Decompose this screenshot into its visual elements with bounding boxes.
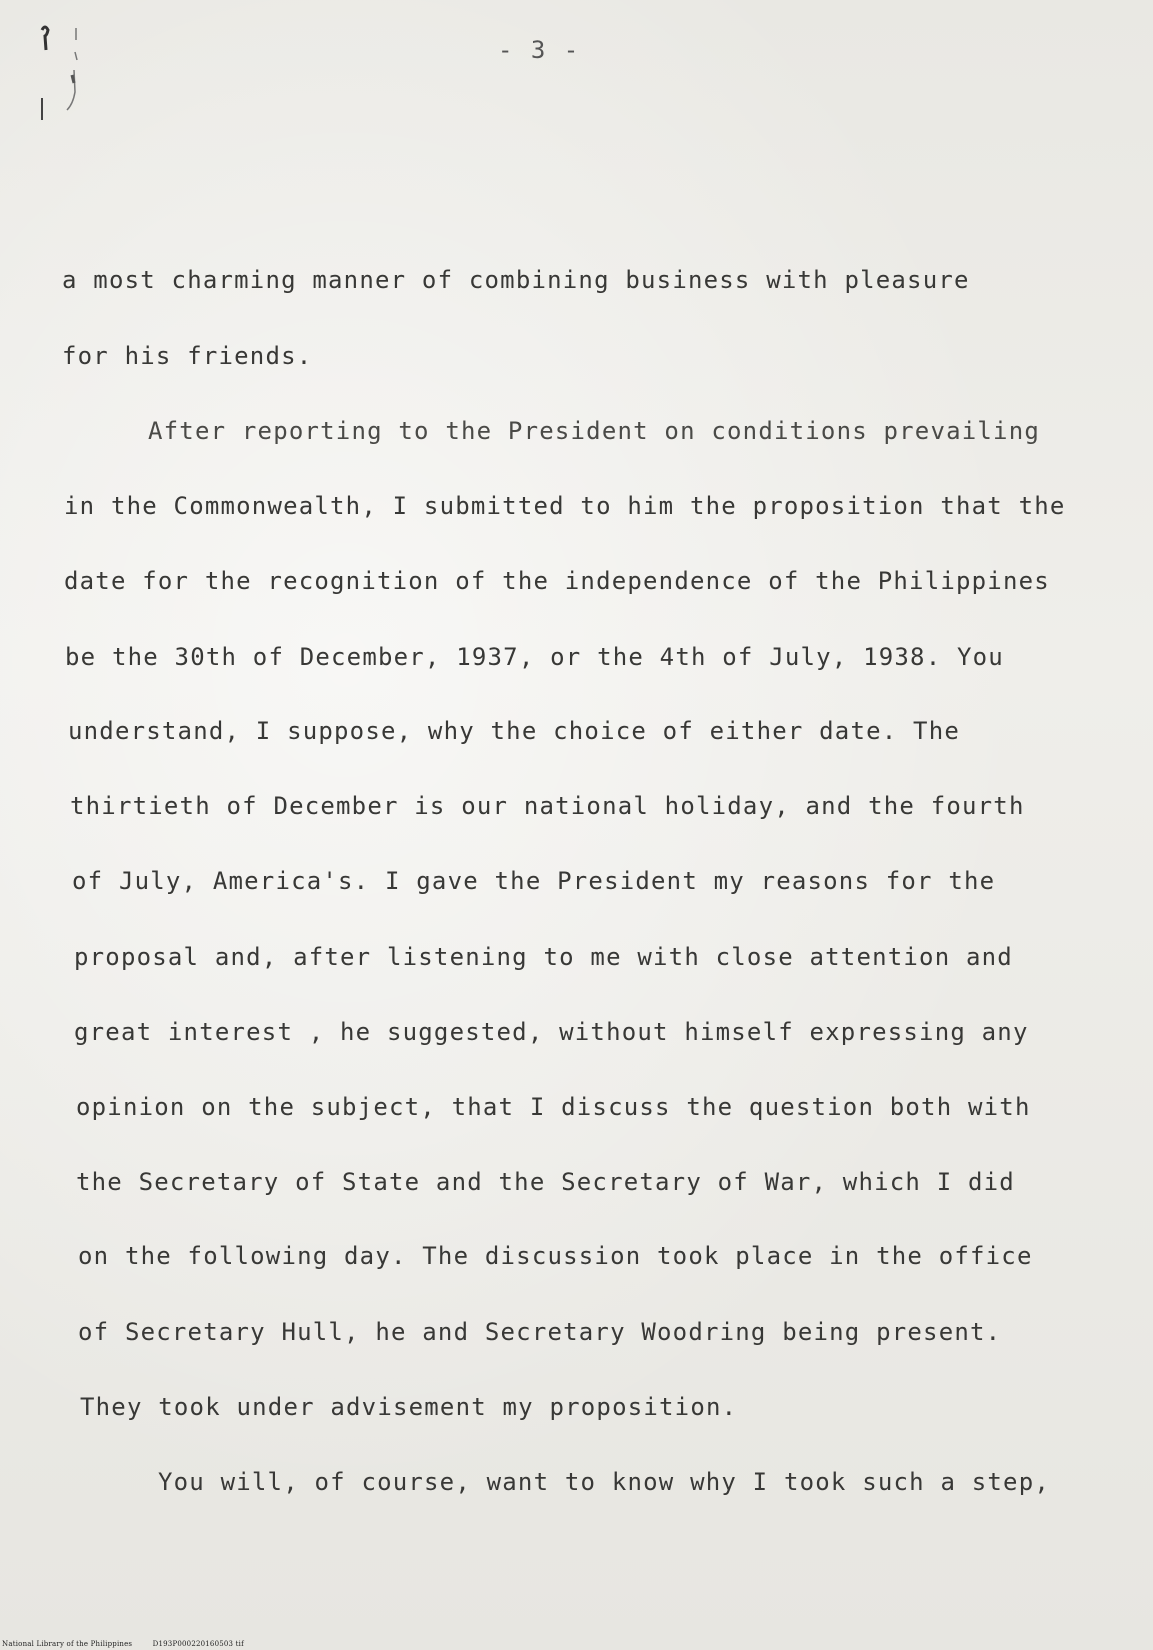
- archive-footer: [2, 1640, 262, 1648]
- text-line: the Secretary of State and the Secretary of War, which I did: [76, 1168, 1015, 1196]
- text-line: great interest , he suggested, without himself expressing any: [74, 1018, 1029, 1046]
- text-line: on the following day. The discussion took place in the office: [78, 1242, 1033, 1270]
- text-line: for his friends.: [62, 342, 313, 370]
- text-line: in the Commonwealth, I submitted to him the proposition that the: [64, 492, 1066, 520]
- text-line: thirtieth of December is our national holiday, and the fourth: [70, 792, 1025, 820]
- text-line: opinion on the subject, that I discuss the question both with: [76, 1093, 1031, 1121]
- text-line: a most charming manner of combining business with pleasure: [62, 266, 970, 294]
- text-line: After reporting to the President on conditions prevailing: [148, 417, 1041, 445]
- text-line: of July, America's. I gave the President my reasons for the: [72, 867, 996, 895]
- text-line: proposal and, after listening to me with close attention and: [74, 943, 1013, 971]
- text-line: You will, of course, want to know why I took such a step,: [158, 1468, 1051, 1496]
- margin-mark-icon: [34, 20, 84, 130]
- page-number: - 3 -: [498, 36, 581, 64]
- footer-file: D193P000220160503 tif: [152, 1640, 244, 1648]
- text-line: of Secretary Hull, he and Secretary Woodring being present.: [78, 1318, 1002, 1346]
- text-line: understand, I suppose, why the choice of either date. The: [68, 717, 961, 745]
- text-line: date for the recognition of the independence of the Philippines: [64, 567, 1050, 595]
- footer-library: National Library of the Philippines: [2, 1640, 133, 1648]
- text-line: be the 30th of December, 1937, or the 4th of July, 1938. You: [65, 643, 1004, 671]
- text-line: They took under advisement my proposition.: [80, 1393, 738, 1421]
